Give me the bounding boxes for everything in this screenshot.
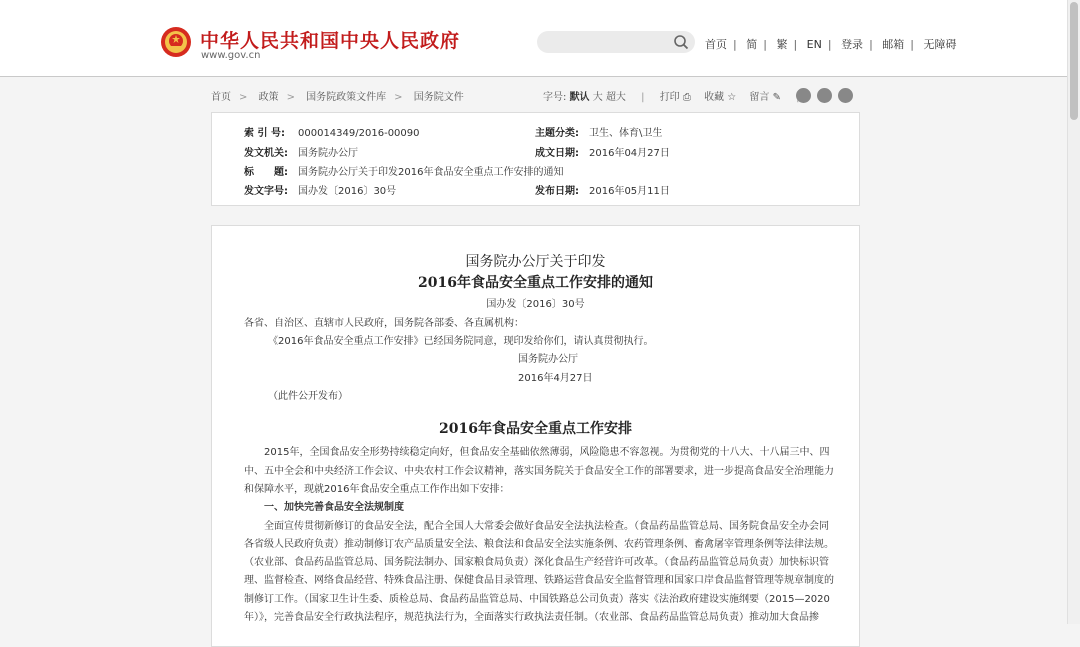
document-body — [211, 225, 860, 647]
font-size-label: 字号: — [543, 92, 567, 103]
nav-home-link[interactable]: 首页 — [705, 38, 727, 51]
breadcrumb: 首页 > 政策 > 国务院政策文件库 > 国务院文件 — [211, 92, 464, 103]
search-icon[interactable] — [673, 34, 689, 50]
info-written-date — [535, 144, 670, 159]
scrollbar-thumb[interactable] — [1070, 2, 1078, 120]
intro-line-1: 2015年，全国食品安全形势持续稳定向好，但食品安全基础依然薄弱，风险隐患不容忽视。为贯彻党的十八大、十八届三中、四 — [264, 447, 830, 458]
search-input[interactable] — [537, 31, 695, 53]
font-xlarge-button[interactable]: 超大 — [605, 92, 626, 103]
para1-line-6: 年）》，完善食品安全行政执法程序，规范执法行为，全面落实行政执法责任制。（农业部、食品药品监管总局负责）推动加大食品掺 — [244, 612, 819, 623]
para1-line-3: （农业部、食品药品监管总局、国务院法制办、国家粮食局负责）深化食品生产经营许可改革。（食品药品监管总局负责）加快标识管 — [244, 557, 829, 568]
para1-line-5: 制修订工作。（国家卫生计生委、质检总局、食品药品监管总局、中国铁路总公司负责）落实《法治政府建设实施纲要（2015—2020 — [244, 594, 830, 605]
info-publish-label: 发布日期: — [535, 186, 579, 197]
breadcrumb-home[interactable]: 首页 — [211, 92, 231, 103]
info-publish-date — [535, 182, 670, 197]
nav-login-link[interactable]: 登录 — [841, 38, 864, 51]
info-topic — [535, 124, 662, 139]
document-title-line1: 国务院办公厅关于印发 — [465, 254, 606, 270]
article-toolbar: 字号: 默认 大 超大 | 打印 ⎙ 收藏 ☆ 留言 ✎ — [543, 92, 781, 103]
intro-line-2: 中、五中全会和中央经济工作会议、中央农村工作会议精神，落实国务院关于食品安全工作的部署要求，进一步提高食品安全治理能力 — [244, 466, 834, 477]
para1-line-4: 理、监督检查、网络食品经营、特殊食品注册、保健食品目录管理、铁路运营食品安全监督管理和国家口岸食品监督管理等规章制度的 — [244, 575, 834, 586]
share-icon[interactable] — [838, 88, 853, 103]
font-large-button[interactable]: 大 — [592, 92, 603, 103]
info-docno-label: 发文字号: — [244, 186, 288, 197]
document-sign-date: 2016年4月27日 — [518, 373, 593, 384]
info-title — [244, 163, 563, 178]
document-signer: 国务院办公厅 — [518, 354, 578, 365]
info-issuer-label: 发文机关: — [244, 148, 288, 159]
breadcrumb-policy-library[interactable]: 国务院政策文件库 — [306, 92, 387, 103]
nav-english-link[interactable]: EN — [806, 38, 822, 51]
document-title-line2: 2016年食品安全重点工作安排的通知 — [418, 275, 653, 291]
site-title[interactable]: 中华人民共和国中央人民政府 — [200, 30, 461, 52]
share-icons — [796, 85, 859, 104]
print-button[interactable]: 打印 — [659, 92, 680, 103]
info-topic-label: 主题分类: — [535, 128, 579, 139]
info-written-label: 成文日期: — [535, 148, 579, 159]
info-issuer — [244, 144, 358, 159]
info-issuer-value: 国务院办公厅 — [298, 148, 358, 159]
page-scrollbar[interactable] — [1067, 0, 1080, 624]
info-title-value: 国务院办公厅关于印发2016年食品安全重点工作安排的通知 — [298, 167, 564, 178]
breadcrumb-policy[interactable]: 政策 — [258, 92, 279, 103]
para1-line-1: 全面宣传贯彻新修订的食品安全法，配合全国人大常委会做好食品安全法执法检查。（食品药品监管总局、国务院食品安全办会同 — [264, 521, 829, 532]
info-docno — [244, 182, 396, 197]
info-topic-value: 卫生、体育\卫生 — [589, 128, 663, 139]
info-index-value: 000014349/2016-00090 — [298, 128, 420, 139]
weibo-icon[interactable] — [796, 88, 811, 103]
favorite-button[interactable]: 收藏 — [704, 92, 725, 103]
print-icon[interactable]: ⎙ — [682, 92, 691, 103]
document-number: 国办发〔2016〕30号 — [486, 299, 585, 310]
info-docno-value: 国办发〔2016〕30号 — [298, 186, 397, 197]
document-addressee: 各省、自治区、直辖市人民政府，国务院各部委、各直属机构： — [244, 318, 524, 329]
info-index-label: 索 引 号: — [244, 128, 285, 139]
nav-mail-link[interactable]: 邮箱 — [882, 38, 905, 51]
top-nav-links: 首页 | 简 | 繁 | EN | 登录 | 邮箱 | 无障碍 — [705, 38, 957, 51]
star-icon[interactable]: ☆ — [727, 92, 737, 103]
intro-line-3: 和保障水平，现就2016年食品安全重点工作作出如下安排： — [244, 484, 510, 495]
nav-accessibility-link[interactable]: 无障碍 — [923, 38, 957, 51]
document-publish-note: （此件公开发布） — [268, 391, 348, 402]
nav-simplified-link[interactable]: 简 — [746, 38, 758, 51]
national-emblem-icon[interactable] — [160, 26, 192, 58]
info-title-label: 标 题: — [244, 167, 288, 178]
document-body-text: 《2016年食品安全重点工作安排》已经国务院同意，现印发给你们，请认真贯彻执行。 — [268, 336, 654, 347]
site-header — [0, 0, 1080, 77]
info-index — [244, 124, 420, 139]
breadcrumb-state-council-docs[interactable]: 国务院文件 — [413, 92, 464, 103]
site-url: www.gov.cn — [201, 50, 261, 61]
info-written-value: 2016年04月27日 — [589, 148, 670, 159]
comment-button[interactable]: 留言 — [749, 92, 770, 103]
section-heading-1: 一、加快完善食品安全法规制度 — [264, 502, 404, 513]
document-info-box — [211, 112, 860, 206]
nav-traditional-link[interactable]: 繁 — [776, 38, 788, 51]
info-publish-value: 2016年05月11日 — [589, 186, 670, 197]
section-title: 2016年食品安全重点工作安排 — [439, 421, 632, 437]
para1-line-2: 各省级人民政府负责）推动制修订农产品质量安全法、粮食法和食品安全法实施条例、农药管理条例、畜禽屠宰管理条例等法律法规。 — [244, 539, 834, 550]
font-default-button[interactable]: 默认 — [569, 92, 590, 103]
wechat-icon[interactable] — [817, 88, 832, 103]
pen-icon[interactable]: ✎ — [772, 92, 781, 103]
